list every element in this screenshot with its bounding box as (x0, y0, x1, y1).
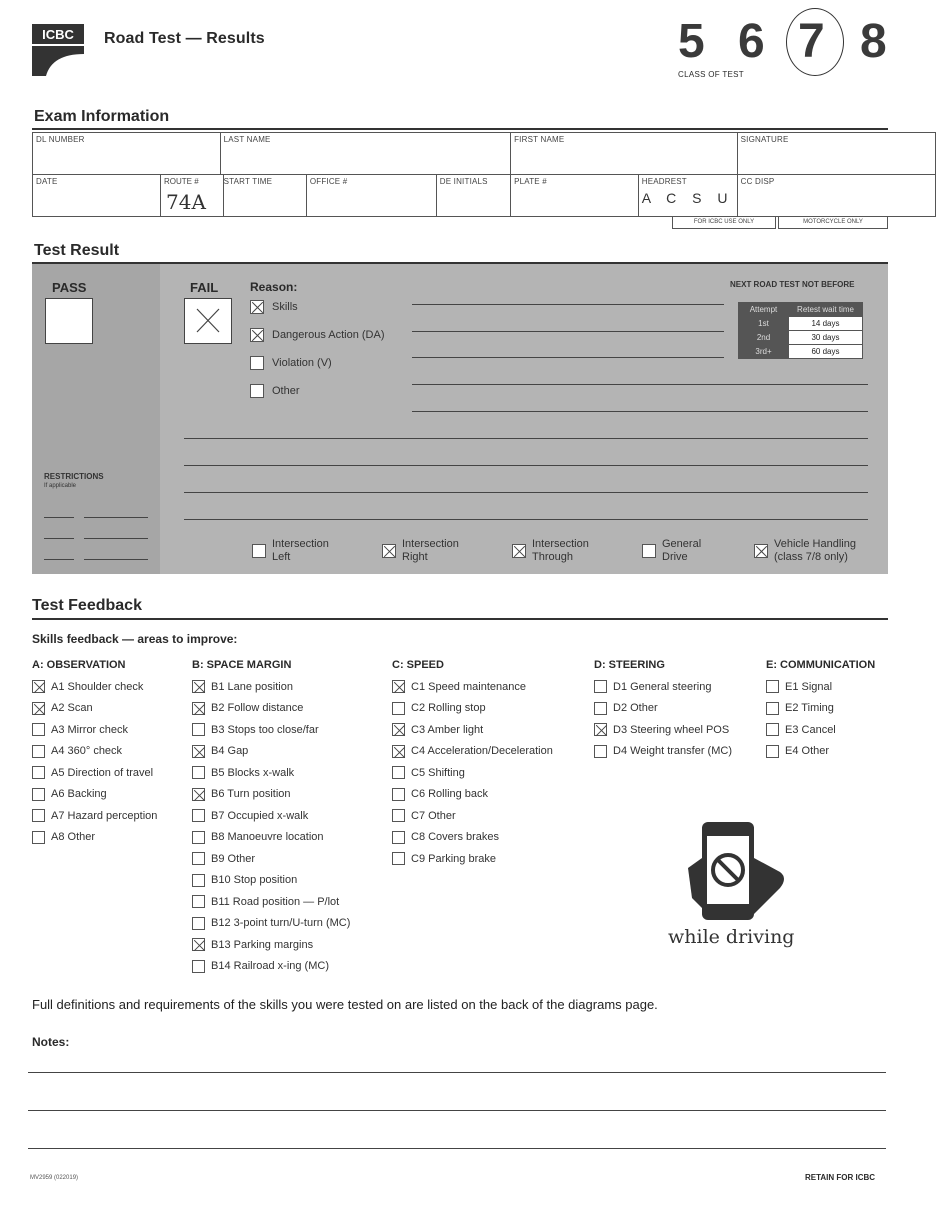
checkbox[interactable] (192, 852, 205, 865)
checkbox[interactable] (250, 384, 264, 398)
fail-checkbox[interactable] (184, 298, 232, 344)
notes-label: Notes: (32, 1035, 70, 1049)
x-mark-icon (185, 299, 230, 342)
feedback-item-label: B10 Stop position (211, 874, 298, 886)
reason-line (184, 438, 868, 439)
checkbox[interactable] (594, 680, 607, 693)
reason-line (412, 384, 868, 385)
feedback-item[interactable] (594, 723, 729, 736)
reason-label-text: Dangerous Action (DA) (272, 329, 385, 341)
notes-line (28, 1072, 886, 1073)
feedback-item-label: D3 Steering wheel POS (613, 723, 730, 736)
feedback-item-label: B8 Manoeuvre location (211, 831, 324, 843)
feedback-item-label: B6 Turn position (211, 788, 291, 800)
office-field[interactable]: OFFICE # (306, 175, 436, 217)
feedback-item[interactable] (192, 895, 339, 908)
icbc-logo (32, 24, 84, 76)
checkbox[interactable] (192, 766, 205, 779)
icbc-use-note: FOR ICBC USE ONLY (672, 216, 776, 229)
reason-other[interactable] (250, 384, 300, 398)
checkbox[interactable] (392, 788, 405, 801)
feedback-item-label: B2 Follow distance (211, 702, 304, 714)
signature-field[interactable]: SIGNATURE (737, 133, 935, 175)
checkbox[interactable] (392, 766, 405, 779)
feedback-column-header: A: OBSERVATION (32, 659, 126, 671)
option-label: General Drive (662, 538, 702, 563)
checkbox-checked[interactable] (250, 300, 264, 314)
checkbox-checked[interactable] (192, 745, 205, 758)
class-7: 7 (798, 15, 825, 68)
feedback-item-label: A3 Mirror check (51, 723, 129, 736)
reason-line (412, 411, 868, 412)
feedback-item-label: C8 Covers brakes (411, 831, 500, 843)
feedback-item-label: B5 Blocks x-walk (211, 766, 295, 779)
restrictions-label: RESTRICTIONS (44, 472, 104, 481)
checkbox-checked[interactable] (392, 723, 405, 736)
reason-line (184, 492, 868, 493)
feedback-item-label: C7 Other (411, 809, 456, 822)
attempt-cell: 2nd (739, 331, 789, 345)
feedback-item-label: A1 Shoulder check (51, 680, 144, 693)
checkbox[interactable] (32, 723, 45, 736)
checkbox[interactable] (766, 745, 779, 758)
test-feedback-title: Test Feedback (32, 597, 142, 614)
feedback-item-label: B14 Railroad x-ing (MC) (211, 960, 329, 972)
test-result-title: Test Result (34, 242, 120, 259)
checkbox[interactable] (192, 723, 205, 736)
feedback-item[interactable] (192, 852, 255, 865)
checkbox-checked[interactable] (392, 745, 405, 758)
feedback-item[interactable] (392, 852, 496, 865)
option-label: Vehicle Handling (class 7/8 only) (774, 538, 856, 563)
checkbox-checked[interactable] (382, 544, 396, 558)
first-name-field[interactable]: FIRST NAME (511, 133, 738, 175)
restriction-line (44, 517, 74, 518)
reason-label: Reason: (250, 280, 298, 294)
next-test-label: NEXT ROAD TEST NOT BEFORE (730, 280, 855, 289)
checkbox[interactable] (250, 356, 264, 370)
checkbox[interactable] (766, 702, 779, 715)
checkbox-checked[interactable] (192, 680, 205, 693)
route-intersection-left[interactable] (252, 538, 342, 564)
feedback-item[interactable] (392, 788, 488, 801)
feedback-item[interactable] (392, 766, 465, 779)
checkbox-checked[interactable] (32, 680, 45, 693)
feedback-item[interactable] (594, 702, 658, 715)
feedback-item-label: C3 Amber light (411, 723, 484, 736)
feedback-item-label: E1 Signal (785, 680, 833, 693)
divider (32, 618, 888, 620)
feedback-item-label: D2 Other (613, 702, 658, 714)
notes-line (28, 1110, 886, 1111)
headrest-options[interactable]: A C S U (641, 190, 734, 206)
route-intersection-right[interactable] (382, 538, 472, 564)
feedback-column-header: E: COMMUNICATION (766, 659, 876, 671)
feedback-item-label: A8 Other (51, 831, 96, 843)
checkbox-checked[interactable] (192, 702, 205, 715)
feedback-item-label: A5 Direction of travel (51, 766, 154, 779)
motorcycle-note: MOTORCYCLE ONLY (778, 216, 888, 229)
route-general-drive[interactable] (642, 538, 712, 564)
option-label: Intersection Through (532, 538, 589, 563)
feedback-item[interactable] (192, 788, 291, 801)
checkbox[interactable] (32, 809, 45, 822)
checkbox[interactable] (766, 680, 779, 693)
checkbox[interactable] (192, 809, 205, 822)
wait-cell: 30 days (789, 331, 863, 345)
feedback-column-header: D: STEERING (594, 659, 665, 671)
feedback-item-label: B13 Parking margins (211, 938, 314, 951)
feedback-item-label: B12 3-point turn/U-turn (MC) (211, 917, 351, 929)
checkbox[interactable] (392, 831, 405, 844)
feedback-item-label: C2 Rolling stop (411, 702, 486, 714)
reason-dangerous-action[interactable] (250, 328, 385, 342)
feedback-item-label: B11 Road position — P/lot (211, 895, 340, 908)
feedback-item-label: E4 Other (785, 745, 830, 757)
plate-field[interactable]: PLATE # (511, 175, 639, 217)
route-label: ROUTE # (164, 177, 199, 186)
checkbox[interactable] (392, 852, 405, 865)
checkbox[interactable] (192, 831, 205, 844)
checkbox-checked[interactable] (250, 328, 264, 342)
restriction-line (44, 538, 74, 539)
feedback-item[interactable] (192, 874, 297, 887)
retest-wait-table (738, 302, 863, 359)
feedback-item[interactable] (192, 680, 293, 693)
feedback-item-label: B3 Stops too close/far (211, 723, 319, 736)
feedback-item-label: A4 360° check (51, 745, 123, 757)
checkbox-checked[interactable] (512, 544, 526, 558)
pass-label: PASS (52, 280, 87, 295)
attempt-cell: 3rd+ (739, 345, 789, 359)
wait-cell: 60 days (789, 345, 863, 359)
checkbox-checked[interactable] (192, 938, 205, 951)
wait-header: Retest wait time (789, 303, 863, 317)
last-name-field[interactable]: LAST NAME (220, 133, 510, 175)
reason-label-text: Other (272, 385, 300, 397)
reason-line (412, 357, 724, 358)
feedback-column-header: B: SPACE MARGIN (192, 659, 292, 671)
feedback-item[interactable] (192, 809, 308, 822)
no-phone-icon (684, 818, 794, 928)
pass-checkbox[interactable] (45, 298, 93, 344)
feedback-item-label: B9 Other (211, 852, 256, 865)
route-vehicle-handling[interactable] (754, 538, 870, 564)
feedback-item-label: C1 Speed maintenance (411, 680, 526, 693)
divider (32, 128, 888, 130)
checkbox[interactable] (252, 544, 266, 558)
feedback-item[interactable] (392, 831, 499, 844)
feedback-item[interactable] (32, 788, 107, 801)
document-title: Road Test — Results (104, 30, 265, 47)
checkbox[interactable] (32, 766, 45, 779)
feedback-item-label: C5 Shifting (411, 766, 465, 779)
checkbox[interactable] (192, 917, 205, 930)
reason-label-text: Skills (272, 301, 298, 313)
feedback-item[interactable] (192, 917, 350, 930)
feedback-item[interactable] (766, 680, 832, 693)
reason-line (412, 304, 724, 305)
feedback-item-label: B1 Lane position (211, 680, 293, 693)
feedback-item[interactable] (392, 745, 553, 758)
reason-violation[interactable] (250, 356, 332, 370)
start-time-field[interactable]: START TIME (220, 175, 306, 217)
reason-line (184, 519, 868, 520)
form-code: MV2959 (022019) (30, 1175, 79, 1181)
feedback-item[interactable] (192, 745, 248, 758)
attempt-header: Attempt (739, 303, 789, 317)
checkbox[interactable] (192, 895, 205, 908)
de-initials-field[interactable]: DE INITIALS (436, 175, 510, 217)
checkbox[interactable] (192, 874, 205, 887)
restriction-line (84, 517, 148, 518)
feedback-item[interactable] (766, 723, 836, 736)
class-of-test-caption: CLASS OF TEST (678, 70, 744, 79)
feedback-subtitle: Skills feedback — areas to improve: (32, 632, 238, 646)
feedback-item-label: A7 Hazard perception (51, 809, 158, 822)
feedback-item-label: E3 Cancel (785, 723, 836, 736)
feedback-item[interactable] (192, 831, 324, 844)
feedback-item[interactable] (392, 723, 483, 736)
feedback-item[interactable] (392, 809, 456, 822)
restrictions-sublabel: If applicable (44, 483, 77, 489)
reason-line (184, 465, 868, 466)
option-label: Intersection Left (272, 538, 329, 563)
feedback-item-label: E2 Timing (785, 702, 834, 714)
feedback-item[interactable] (32, 745, 122, 758)
logo-text: ICBC (42, 27, 74, 42)
option-label: Intersection Right (402, 538, 459, 563)
class-5: 5 (678, 15, 705, 68)
checkbox[interactable] (392, 702, 405, 715)
selected-class-circle (786, 8, 844, 76)
notes-line (28, 1148, 886, 1149)
feedback-item[interactable] (392, 702, 486, 715)
restriction-line (84, 538, 148, 539)
exam-info-title: Exam Information (34, 108, 170, 125)
headrest-label: HEADREST (641, 177, 687, 186)
feedback-item-label: D1 General steering (613, 680, 712, 693)
feedback-item[interactable] (392, 680, 526, 693)
checkbox-checked[interactable] (192, 788, 205, 801)
feedback-item-label: B4 Gap (211, 745, 249, 757)
fail-label: FAIL (190, 280, 219, 295)
checkbox[interactable] (32, 831, 45, 844)
checkbox[interactable] (594, 702, 607, 715)
restriction-line (44, 559, 74, 560)
feedback-item[interactable] (32, 680, 143, 693)
feedback-item[interactable] (766, 702, 834, 715)
feedback-item[interactable] (192, 702, 303, 715)
checkbox-checked[interactable] (754, 544, 768, 558)
feedback-item[interactable] (32, 723, 128, 736)
feedback-item-label: C4 Acceleration/Deceleration (411, 745, 553, 757)
checkbox-checked[interactable] (392, 680, 405, 693)
checkbox[interactable] (766, 723, 779, 736)
feedback-item[interactable] (594, 680, 711, 693)
feedback-item[interactable] (32, 766, 153, 779)
checkbox-checked[interactable] (32, 702, 45, 715)
dl-number-field[interactable]: DL NUMBER (33, 133, 221, 175)
checkbox[interactable] (594, 745, 607, 758)
feedback-item-label: C6 Rolling back (411, 788, 489, 800)
reason-line (412, 331, 724, 332)
checkbox[interactable] (32, 745, 45, 758)
route-handwritten: 74A (166, 190, 206, 214)
feedback-item-label: D4 Weight transfer (MC) (613, 745, 732, 757)
feedback-item[interactable] (32, 809, 157, 822)
class-6: 6 (738, 15, 765, 68)
feedback-item[interactable] (32, 831, 95, 844)
feedback-item-label: C9 Parking brake (411, 852, 496, 865)
checkbox[interactable] (642, 544, 656, 558)
checkbox[interactable] (192, 960, 205, 973)
feedback-item[interactable] (766, 745, 829, 758)
feedback-item-label: A2 Scan (51, 702, 93, 714)
class-8: 8 (860, 15, 887, 68)
feedback-item-label: A6 Backing (51, 788, 107, 800)
restriction-line (84, 559, 148, 560)
reason-label-text: Violation (V) (272, 357, 332, 369)
feedback-item[interactable] (32, 702, 93, 715)
cc-disp-field[interactable]: CC DISP (737, 175, 935, 217)
checkbox[interactable] (32, 788, 45, 801)
definitions-note: Full definitions and requirements of the skills you were tested on are listed on the back of the diagrams page. (32, 997, 658, 1012)
route-intersection-through[interactable] (512, 538, 602, 564)
checkbox-checked[interactable] (594, 723, 607, 736)
retain-note: RETAIN FOR ICBC (805, 1173, 876, 1182)
feedback-item[interactable] (192, 723, 319, 736)
attempt-cell: 1st (739, 317, 789, 331)
reason-skills[interactable] (250, 300, 298, 314)
feedback-item[interactable] (192, 938, 313, 951)
date-field[interactable]: DATE (36, 177, 58, 186)
feedback-item-label: B7 Occupied x-walk (211, 809, 309, 822)
phone-caption: while driving (668, 926, 795, 948)
feedback-column-header: C: SPEED (392, 659, 444, 671)
feedback-item[interactable] (192, 960, 329, 973)
wait-cell: 14 days (789, 317, 863, 331)
feedback-item[interactable] (594, 745, 732, 758)
feedback-item[interactable] (192, 766, 294, 779)
checkbox[interactable] (392, 809, 405, 822)
